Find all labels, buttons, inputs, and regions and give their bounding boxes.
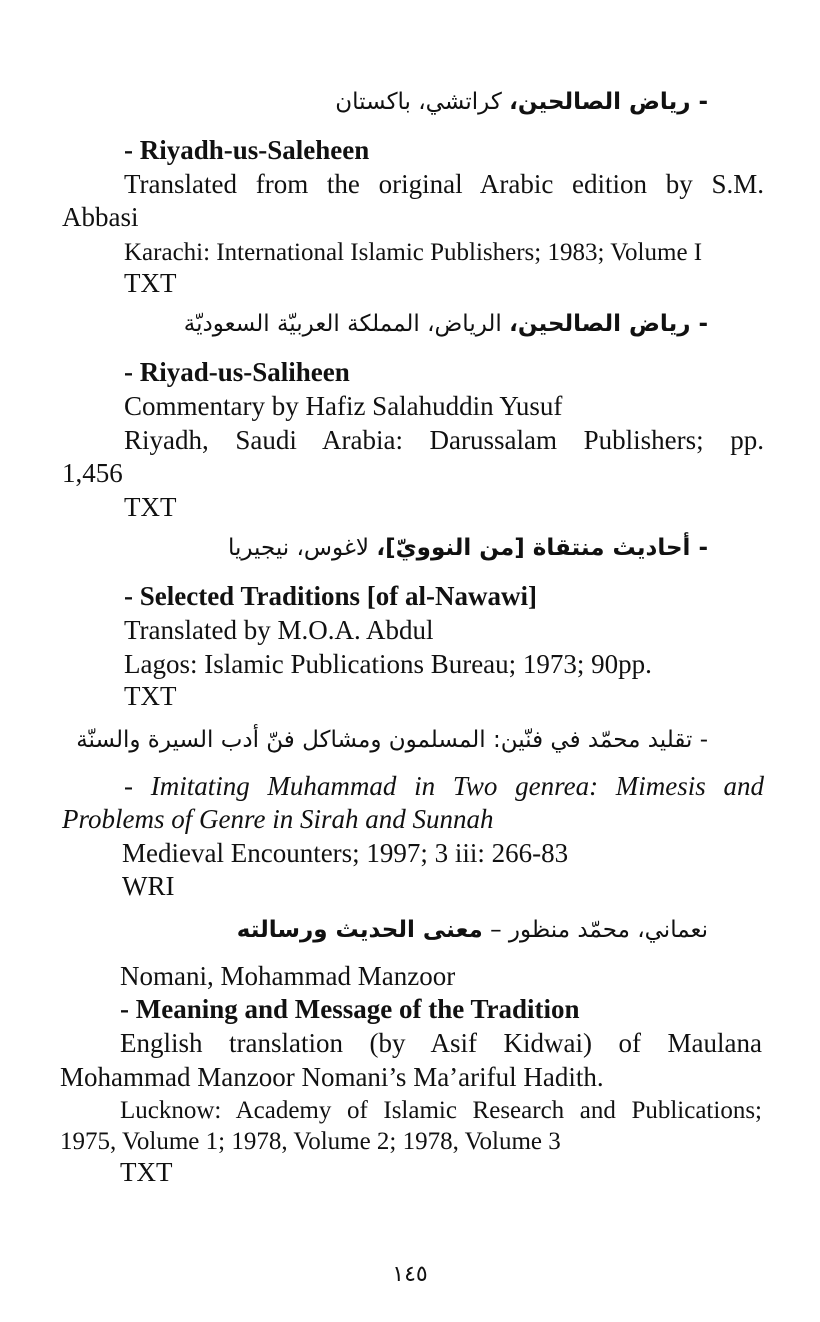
entry-description-cont: Mohammad Manzoor Nomani’s Ma’ariful Hadith.: [60, 1062, 604, 1092]
arabic-title-line: [335, 86, 708, 119]
entry-tag: TXT: [120, 1157, 173, 1187]
arabic-place: لاغوس، نيجيريا: [227, 535, 377, 561]
entry-description: Commentary by Hafiz Salahuddin Yusuf: [124, 391, 563, 421]
entry-tag: TXT: [124, 268, 177, 298]
entry-publication: Karachi: International Islamic Publishers; 1983; Volume I: [124, 239, 703, 266]
entry-publication-cont: 1,456: [62, 458, 123, 488]
arabic-title-line: - تقليد محمّد في فنّين: المسلمون ومشاكل فنّ أدب السيرة والسنّة: [76, 727, 708, 753]
page-number: ١٤٥: [392, 1262, 428, 1287]
entry-title: - Meaning and Message of the Tradition: [120, 994, 580, 1024]
arabic-place: كراتشي، باكستان: [335, 89, 510, 115]
entry-description: English translation (by Asif Kidwai) of Maulana: [120, 1028, 762, 1058]
entry-title: - Imitating Muhammad in Two genrea: Mimesis and: [124, 771, 764, 801]
arabic-title-bold: - رياض الصالحين،: [509, 311, 708, 337]
entry-tag: TXT: [124, 681, 177, 711]
arabic-title-line: [228, 532, 708, 565]
entry-title: - Riyad-us-Saliheen: [124, 357, 350, 387]
entry-description: Translated from the original Arabic edition by S.M.: [124, 169, 764, 199]
entry-title: - Riyadh-us-Saleheen: [124, 135, 370, 165]
arabic-title-bold: - رياض الصالحين،: [509, 89, 708, 115]
entry-publication: Lagos: Islamic Publications Bureau; 1973; 90pp.: [124, 649, 652, 679]
entry-description-cont: Abbasi: [62, 202, 139, 232]
entry-publication-cont: 1975, Volume 1; 1978, Volume 2; 1978, Volume 3: [60, 1128, 561, 1155]
arabic-title-bold: - أحاديث منتقاة [من النوويّ]،: [376, 535, 708, 561]
arabic-title-line: [184, 308, 708, 341]
entry-title: - Selected Traditions [of al-Nawawi]: [124, 581, 537, 611]
entry-publication: Medieval Encounters; 1997; 3 iii: 266-83: [122, 838, 569, 868]
entry-description: Translated by M.O.A. Abdul: [124, 615, 434, 645]
entry-title-cont: Problems of Genre in Sirah and Sunnah: [62, 804, 494, 834]
entry-publication: Riyadh, Saudi Arabia: Darussalam Publishers; pp.: [124, 425, 764, 455]
arabic-author: نعماني، محمّد منظور –: [482, 917, 708, 943]
arabic-place: الرياض، المملكة العربيّة السعوديّة: [183, 311, 510, 337]
entry-publication: Lucknow: Academy of Islamic Research and Publications;: [120, 1097, 762, 1124]
entry-tag: WRI: [122, 871, 175, 901]
entry-tag: TXT: [124, 492, 177, 522]
arabic-title-line: [237, 914, 708, 947]
entry-author: Nomani, Mohammad Manzoor: [120, 961, 456, 991]
arabic-title-bold: معنى الحديث ورسالته: [236, 917, 483, 943]
